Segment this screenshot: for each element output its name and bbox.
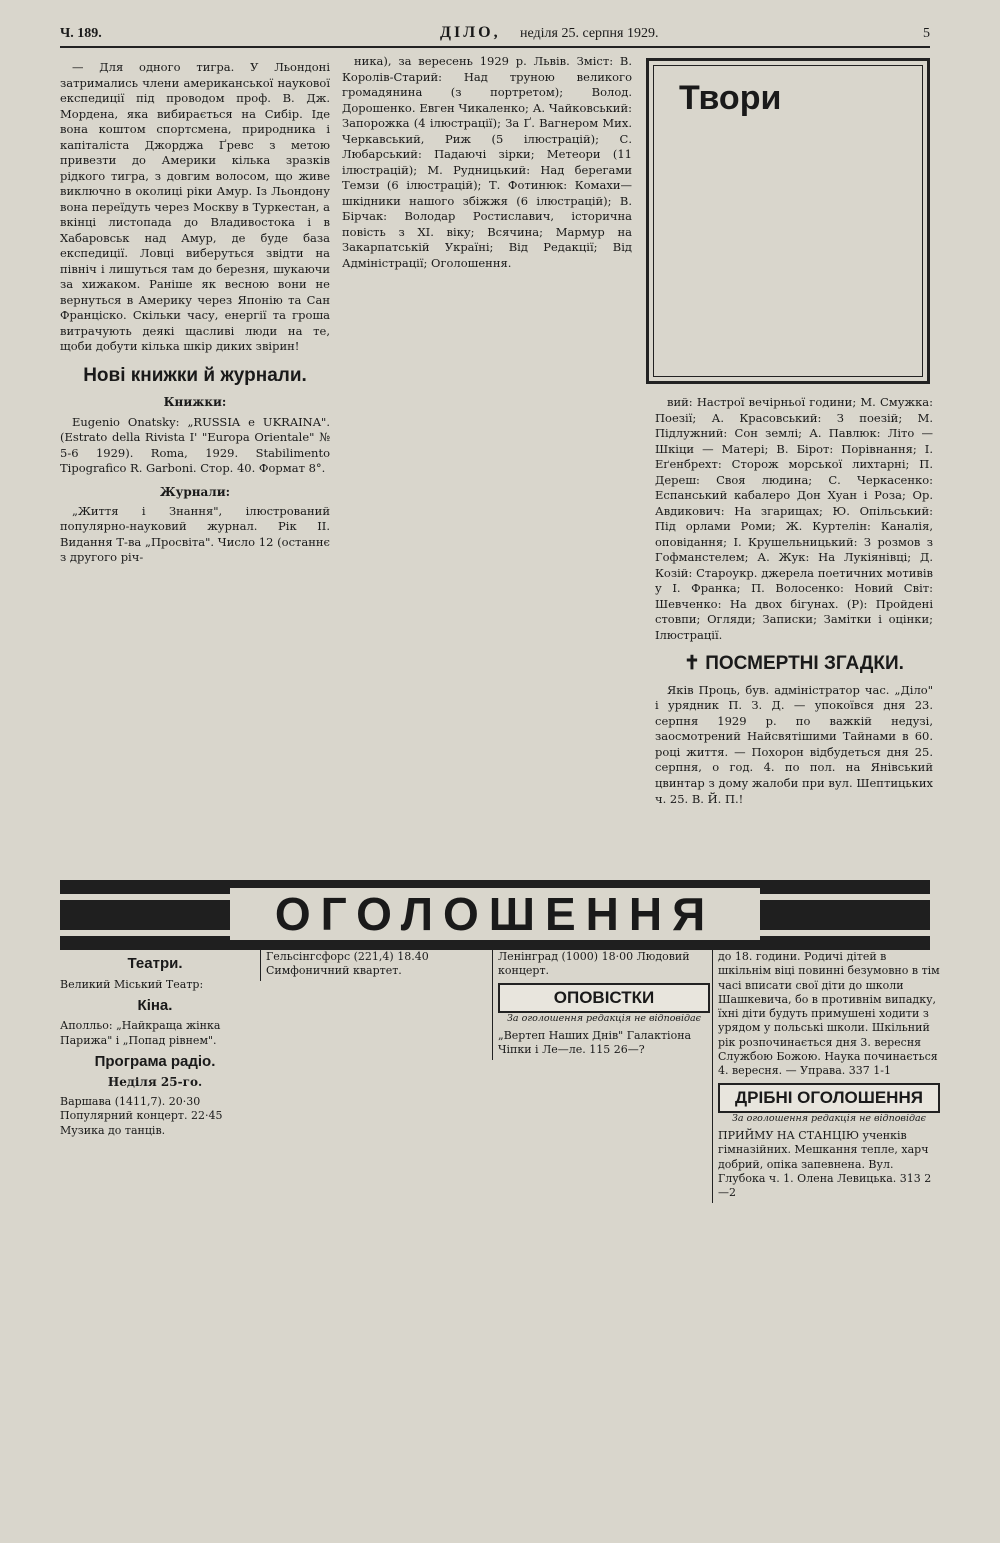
bottom-column-1 bbox=[60, 950, 250, 1140]
bottom-column-2 bbox=[260, 950, 491, 981]
column-1 bbox=[60, 60, 330, 573]
ad-line-works: Твори bbox=[679, 79, 782, 117]
radio-entry: Варшава (1411,7). 20·30 Популярний концерт. 22·45 Музика до танців. bbox=[60, 1094, 223, 1137]
obituary-text: Яків Проць, був. адміністратор час. „Діло" і урядник П. З. Д. — упокоївся дня 23. серпня 1929 р. по важкій недузі, заосмотрений Найсвятішими Тайнами в 60. році життя. — Похорон відбудеться дня 25. серпня, о год. 4. по пол. на Янівський цвинтар з дому жалоби при вул. Шептицьких ч. 25. В. Й. П.! bbox=[655, 682, 933, 806]
theatre-entry: Великий Міський Театр: bbox=[60, 977, 204, 991]
masthead bbox=[60, 22, 930, 48]
article-paragraph: ника), за вересень 1929 р. Львів. Зміст: В. Королів-Старий: Над труною великого громадянина (з портретом); Волод. Дорошенко. Евген Чикаленко; А. Чайковський: Запорожка (4 ілюстрації); За Ґ. Вагнером Мих. Черкавський, Риж (5 ілюстрацій); С. Любарський: Падаючі зірки; Метеори (11 ілюстрацій); М. Рудницький: Над берегами Темзи (6 ілюстрацій); Т. Фотинюк: Комахи—шкідники нашого збіжжя (6 ілюстрацій); В. Бірчак: Володар Ростиславич, історична повість з XI. віку; Всячина; Мармур на Закарпатській Україні; Від Редакції; Від Адміністрації; Оголошення. bbox=[342, 54, 632, 270]
obituary-title: ✝ ПОСМЕРТНІ ЗГАДКИ. bbox=[684, 653, 904, 675]
cinema-entry: Аполльо: „Найкраща жінка Парижа" і „Попад рівнем". bbox=[60, 1019, 221, 1047]
bottom-column-4 bbox=[712, 950, 940, 1203]
notices-title: ОПОВІСТКИ bbox=[498, 983, 710, 1013]
notice-entry: до 18. години. Родичі дітей в шкільнім віці повинні безумовно в тім часі вписати свої діти до школи Шашкевича, бо в противнім випадку, їхні діти будуть примушені ходити з урядом у польські школи. Шкільний рік розпочинається дня 3. вересня Службою Божою. Наука починається 4. вересня. — Управа. 337 1-1 bbox=[718, 950, 940, 1078]
article-paragraph: вий: Настрої вечірньої години; М. Смужка: Поезії; А. Красовський: З поезій; М. Підлужний: Сон землі; А. Павлюк: Літо — Шкіци — Матері; В. Бірот: Порівнання; І. Еґенбрехт: Сторож морської лихтарні; П. Дереш: Своя людина; С. Черкасенко: Еспанський кабалеро Дон Хуан і Роза; Ор. Авдикович: На згарищах; Ю. Опільський: Під орлами Роми; Ж. Куртелін: Каналія, оповідання; І. Крушельницький: З розмов з Гофманстелем; А. Жук: На Лукіянівці; Д. Козій: Староукр. джерела поетичних мотивів у І. Франка; П. Волосенко: Новий Світ: Шевченко: На двох бігунах. (Р): Пройдені стовпи; Огляди; Записки; Замітки і оцінки; Ілюстрації. bbox=[655, 395, 933, 642]
cinema-title: Кіна. bbox=[137, 996, 173, 1014]
books-subtitle: Книжки: bbox=[163, 395, 227, 410]
radio-entry: Ленінград (1000) 18·00 Людовий концерт. bbox=[498, 950, 690, 978]
cross-icon: ✝ bbox=[684, 653, 706, 675]
bottom-column-3 bbox=[492, 950, 710, 1060]
radio-entry: Гельсінгсфорс (221,4) 18.40 Симфоничний квартет. bbox=[266, 950, 429, 978]
journal-entry: „Життя і Знання", ілюстрований популярно-науковий журнал. Рік II. Видання Т-ва „Просвіта". Число 12 (останнє з другого річ- bbox=[60, 503, 330, 565]
small-ad-entry: ПРИЙМУ НА СТАНЦІЮ ученків гімназійних. Мешкання тепле, харч добрий, опіка запевнена. Вул. Глубока ч. 1. Олена Левицька. 313 2—2 bbox=[718, 1129, 932, 1200]
newspaper-title: ДІЛО, bbox=[440, 24, 501, 41]
notice-entry: „Вертеп Наших Днів" Галактіона Чіпки і Ле—ле. 115 26—? bbox=[498, 1029, 692, 1057]
journals-subtitle: Журнали: bbox=[159, 484, 231, 499]
column-3 bbox=[655, 395, 933, 814]
small-ads-disclaimer: За оголошення редакція не відповідає bbox=[732, 1112, 926, 1124]
issue-number: Ч. 189. bbox=[60, 26, 102, 41]
small-ads-title: ДРІБНІ ОГОЛОШЕННЯ bbox=[718, 1083, 940, 1113]
article-paragraph: — Для одного тигра. У Льондоні затримались члени американської наукової експедиції під проводом проф. В. Дж. Мордена, яка вибирається на Сибір. Іде вона коштом спортсмена, природника і капіталіста Джорджа Ґревс з метою привезти до Америки кілька зразків рідкого тигра, з довгим волосом, що живе виключно в околиці ріки Амур. Із Льондону вона переїдуть через Москву в Туркестан, а вкінці листопада до Владивостока і в Хабаровськ над Амур, де буде база експедиції. Ловці виберуться звідти на північ і лишуться там до березня, шукаючи за хижаком. Раніше як весною вони не вернуться в Америку через Японію та Сан Франціско. Скільки часу, енергії та гроша витрачують деякі щасливі люди на те, щоби добути кілька шкір диких звірин! bbox=[60, 60, 330, 354]
section-title: Нові книжки й журнали. bbox=[83, 364, 307, 386]
radio-day: Неділя 25-го. bbox=[107, 1075, 203, 1090]
page-number: 5 bbox=[923, 26, 930, 41]
book-entry: Eugenio Onatsky: „RUSSIA e UKRAINA". (Estrato della Rivista I' "Europa Orientale" № 5-6 1929). Roma, 1929. Stabilimento Tipografico R. Garboni. Стор. 40. Формат 8°. bbox=[60, 414, 330, 476]
announcements-banner bbox=[60, 880, 930, 950]
radio-title: Програма радіо. bbox=[94, 1052, 216, 1070]
printing-house-ad bbox=[646, 58, 930, 384]
issue-date: неділя 25. серпня 1929. bbox=[520, 26, 659, 41]
banner-title: ОГОЛОШЕННЯ bbox=[230, 888, 760, 940]
notices-disclaimer: За оголошення редакція не відповідає bbox=[507, 1012, 701, 1024]
column-2 bbox=[342, 54, 632, 278]
theatres-title: Театри. bbox=[127, 955, 183, 972]
